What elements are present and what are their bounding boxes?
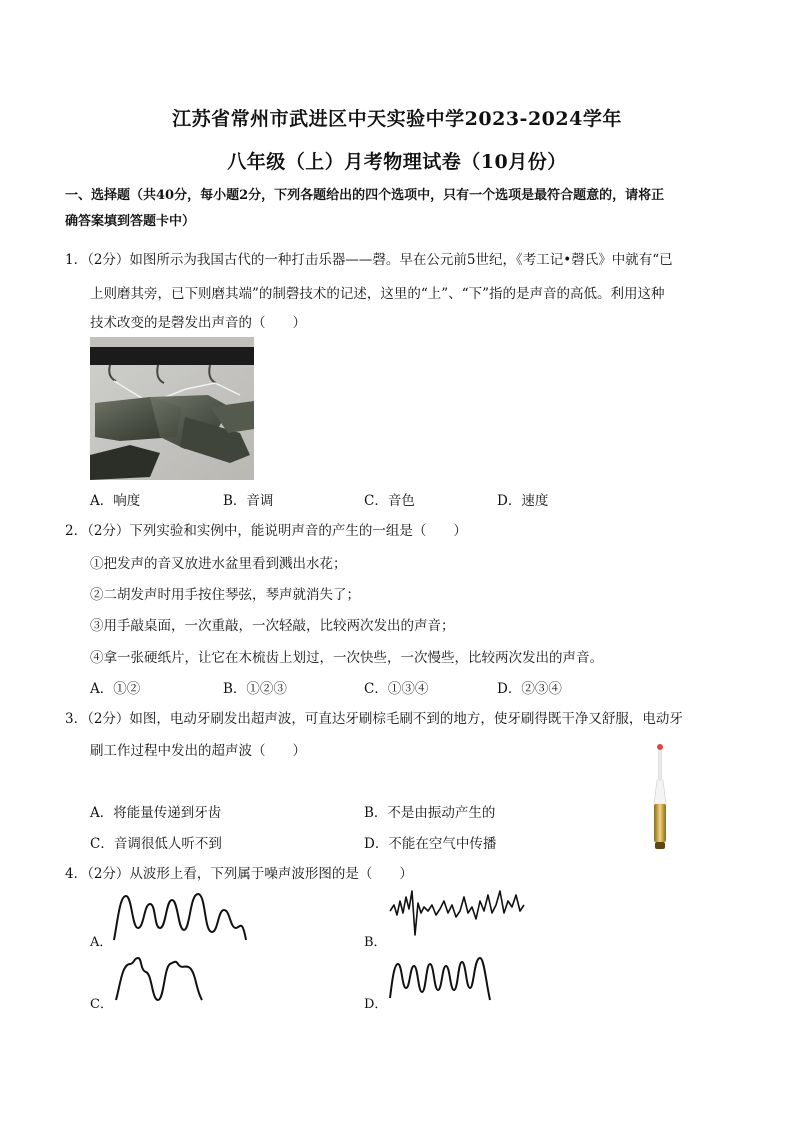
q1-line1: 1．（2分）如图所示为我国古代的一种打击乐器——磬。早在公元前5世纪，《考工记•磬氏》中就有“已 [65, 252, 673, 268]
q1-line3: 技术改变的是磬发出声音的（ ） [90, 315, 306, 331]
toothbrush-image [648, 742, 672, 852]
q1-line2: 上则磨其旁，已下则磨其端”的制磬技术的记述，这里的“上”、“下”指的是声音的高低。利用这种 [90, 286, 665, 302]
q2-item-1: ①把发声的音叉放进水盆里看到溅出水花； [90, 556, 347, 572]
q2-option-b[interactable]: B．①②③ [223, 681, 287, 697]
section-heading-line2: 确答案填到答题卡中） [65, 214, 196, 229]
q4-waveform-c [112, 950, 206, 1006]
q2-item-4: ④拿一张硬纸片，让它在木梳齿上划过，一次快些，一次慢些，比较两次发出的声音。 [90, 650, 603, 666]
section-heading [65, 183, 737, 235]
q3-option-a[interactable]: A．将能量传递到牙齿 [90, 805, 222, 821]
q3-line2: 刷工作过程中发出的超声波（ ） [90, 743, 306, 759]
q4-option-c-label[interactable]: C． [90, 997, 113, 1012]
q1-option-b[interactable]: B．音调 [223, 493, 274, 509]
page-subtitle: 八年级（上）月考物理试卷（10月份） [227, 151, 567, 173]
page-title: 江苏省常州市武进区中天实验中学2023-2024学年 [172, 108, 622, 130]
q2-option-a[interactable]: A．①② [90, 681, 141, 697]
q3-line1: 3．（2分）如图，电动牙刷发出超声波，可直达牙刷棕毛刷不到的地方，使牙刷得既干净又舒服，电动牙 [65, 711, 683, 727]
q4-waveform-b [388, 883, 528, 941]
q4-waveform-d [386, 952, 496, 1004]
q4-option-b-label[interactable]: B． [364, 935, 387, 950]
q2-line1: 2．（2分）下列实验和实例中，能说明声音的产生的一组是（ ） [65, 523, 467, 539]
q2-item-3: ③用手敲桌面，一次重敲，一次轻敲，比较两次发出的声音； [90, 618, 455, 634]
q4-option-d-label[interactable]: D． [364, 997, 388, 1012]
q3-option-b[interactable]: B．不是由振动产生的 [364, 805, 496, 821]
q1-option-c[interactable]: C．音色 [364, 493, 415, 509]
q4-option-a-label[interactable]: A． [90, 935, 113, 950]
q1-option-d[interactable]: D．速度 [497, 493, 549, 509]
q3-option-c[interactable]: C．音调很低人听不到 [90, 836, 222, 852]
q4-line1: 4．（2分）从波形上看，下列属于噪声波形图的是（ ） [65, 866, 413, 882]
chime-stone-image [90, 337, 254, 480]
section-heading-line1: 一、选择题（共40分，每小题2分，下列各题给出的四个选项中，只有一个选项是最符合题意的，请将正 [65, 188, 665, 203]
q1-option-a[interactable]: A．响度 [90, 493, 141, 509]
q4-waveform-a [110, 888, 250, 946]
q2-item-2: ②二胡发声时用手按住琴弦，琴声就消失了； [90, 587, 360, 603]
q2-option-d[interactable]: D．②③④ [497, 681, 562, 697]
q2-option-c[interactable]: C．①③④ [364, 681, 429, 697]
q3-option-d[interactable]: D．不能在空气中传播 [364, 836, 497, 852]
